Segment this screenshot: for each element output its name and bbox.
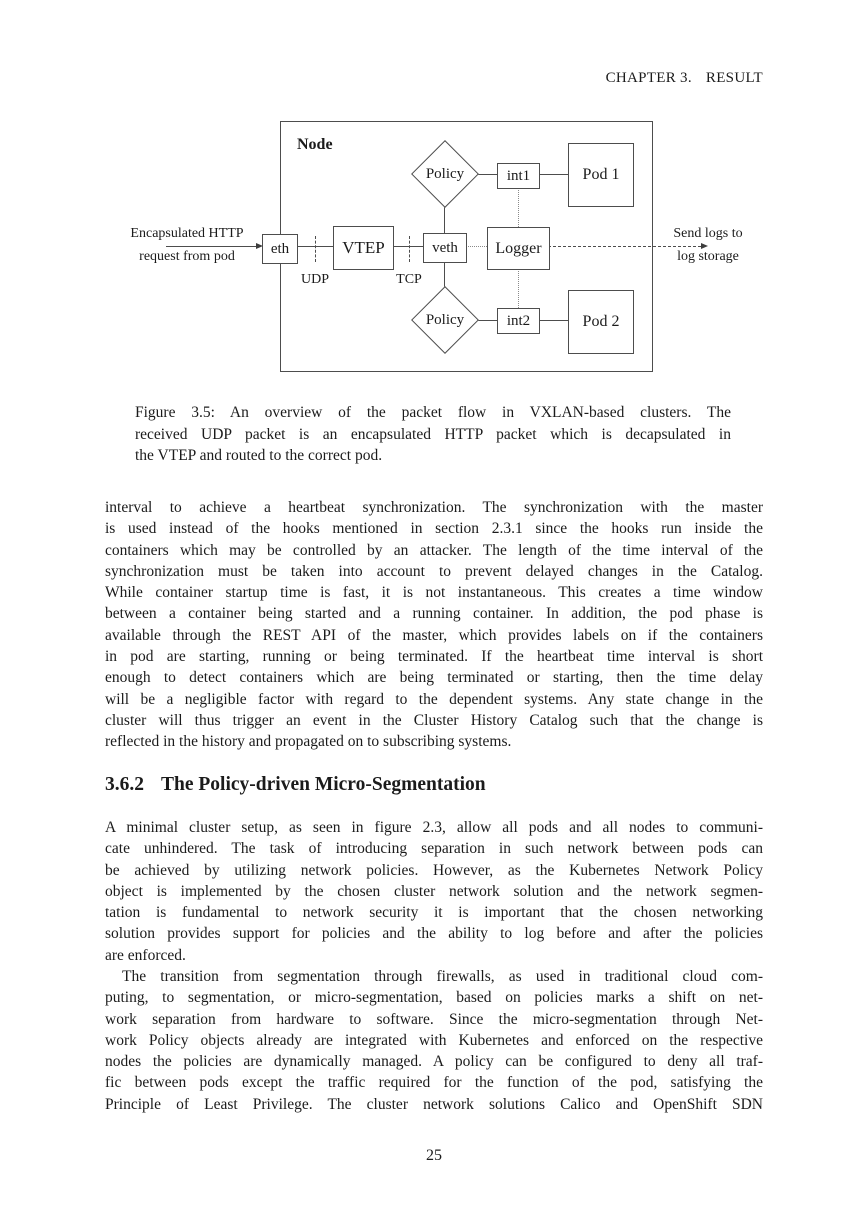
policy-diamond-top [411, 140, 479, 208]
diagram-box-veth: veth [423, 233, 467, 263]
text-line: nodes the policies are dynamically managed. A policy can be configured to deny all traf- [105, 1053, 763, 1071]
policy-bottom-label: Policy [425, 311, 465, 328]
text-line: containers which may be controlled by an attacker. The length of the time interval of the [105, 541, 763, 559]
tcp-label: TCP [396, 272, 422, 287]
udp-label: UDP [300, 272, 329, 287]
line-policy-int1 [477, 174, 497, 175]
body-paragraph-1 [105, 497, 763, 753]
body-paragraph-2 [105, 817, 763, 966]
text-line: enough to detect containers which are being terminated or starting, then the time delay [105, 669, 763, 687]
text-line: puting, to segmentation, or micro-segmentation, based on policies marks a shift on net- [105, 989, 763, 1007]
dotted-line-logger-int2 [518, 268, 519, 308]
text-line: received UDP packet is an encapsulated HTTP packet which is decapsulated in [135, 425, 731, 443]
tcp-boundary-tick [409, 236, 410, 262]
section-number: 3.6.2 [105, 774, 144, 795]
text-line: fic between pods except the traffic required for the function of the pod, satisfying the [105, 1074, 763, 1092]
text-line: cate unhindered. The task of introducing separation in such network between pods can [105, 840, 763, 858]
left-annotation-line2: request from pod [139, 249, 235, 264]
page-number: 25 [426, 1147, 442, 1164]
text-line: synchronization must be taken into account to prevent delayed changes in the Catalog. [105, 562, 763, 580]
text-line: in pod are starting, running or being terminated. If the heartbeat time interval is short [105, 648, 763, 666]
text-line: be achieved by utilizing network policies. However, as the Kubernetes Network Policy [105, 861, 763, 879]
text-line: Principle of Least Privilege. The cluster network solutions Calico and OpenShift SDN [105, 1095, 763, 1113]
left-annotation-line1: Encapsulated HTTP [130, 226, 244, 241]
line-eth-vtep [296, 246, 333, 247]
diagram-box-eth: eth [262, 234, 298, 264]
text-line: between a container being started and a running container. In addition, the pod phase is [105, 605, 763, 623]
figure-caption [135, 402, 731, 467]
text-line: reflected in the history and propagated on to subscribing systems. [105, 733, 512, 751]
policy-top-label: Policy [425, 165, 465, 182]
line-vtep-veth [392, 246, 423, 247]
text-line: work separation from hardware to software. Since the micro-segmentation through Net- [105, 1010, 763, 1028]
policy-diamond-bottom [411, 286, 479, 354]
text-line: will be a negligible factor with regard to the dependent systems. Any state change in the [105, 690, 763, 708]
node-label: Node [297, 136, 333, 153]
text-line: are enforced. [105, 946, 186, 964]
diagram-box-pod2: Pod 2 [568, 290, 634, 354]
line-policy-int2 [477, 320, 497, 321]
diagram-box-pod1: Pod 1 [568, 143, 634, 207]
right-annotation-line2: log storage [677, 249, 739, 264]
section-heading [105, 774, 763, 796]
dashed-arrow-logs-line [548, 246, 701, 247]
line-veth-policy-top [444, 206, 445, 234]
text-line: A minimal cluster setup, as seen in figure 2.3, allow all pods and all nodes to communi- [105, 819, 763, 836]
right-annotation-line1: Send logs to [673, 226, 743, 241]
dotted-line-int1-logger [518, 187, 519, 227]
udp-boundary-tick [315, 236, 316, 262]
figure-diagram [0, 0, 868, 400]
diagram-box-int1: int1 [497, 163, 540, 189]
text-line: object is implemented by the chosen cluster network solution and the network segmen- [105, 882, 763, 900]
input-arrow-line [166, 246, 258, 247]
text-line: interval to achieve a heartbeat synchronization. The synchronization with the master [105, 499, 763, 516]
line-int2-pod2 [538, 320, 568, 321]
text-line: work Policy objects already are integrated with Kubernetes and enforced on the respective [105, 1031, 763, 1049]
text-line: Figure 3.5: An overview of the packet flow in VXLAN-based clusters. The [135, 404, 731, 421]
diagram-box-int2: int2 [497, 308, 540, 334]
text-line: cluster will thus trigger an event in the Cluster History Catalog such that the change is [105, 711, 763, 729]
diagram-box-vtep: VTEP [333, 226, 394, 270]
text-line: solution provides support for policies and the ability to log before and after the policies [105, 925, 763, 943]
chapter-label: CHAPTER 3. [605, 70, 692, 86]
dotted-line-veth-logger [465, 246, 487, 247]
text-line: available through the REST API of the master, which provides labels on if the containers [105, 626, 763, 644]
section-title: The Policy-driven Micro-Segmentation [161, 774, 486, 795]
text-line: While container startup time is fast, it is not instantaneous. This creates a time window [105, 584, 763, 602]
text-line: The transition from segmentation through firewalls, as used in traditional cloud com- [122, 968, 763, 985]
text-line: the VTEP and routed to the correct pod. [135, 447, 383, 464]
body-paragraph-3 [105, 966, 763, 1115]
chapter-title: RESULT [705, 70, 763, 86]
line-int1-pod1 [538, 174, 568, 175]
diagram-box-logger: Logger [487, 227, 550, 270]
text-line: tation is fundamental to network security it is important that the chosen networking [105, 904, 763, 922]
text-line: is used instead of the hooks mentioned in section 2.3.1 since the hooks run inside the [105, 520, 763, 538]
